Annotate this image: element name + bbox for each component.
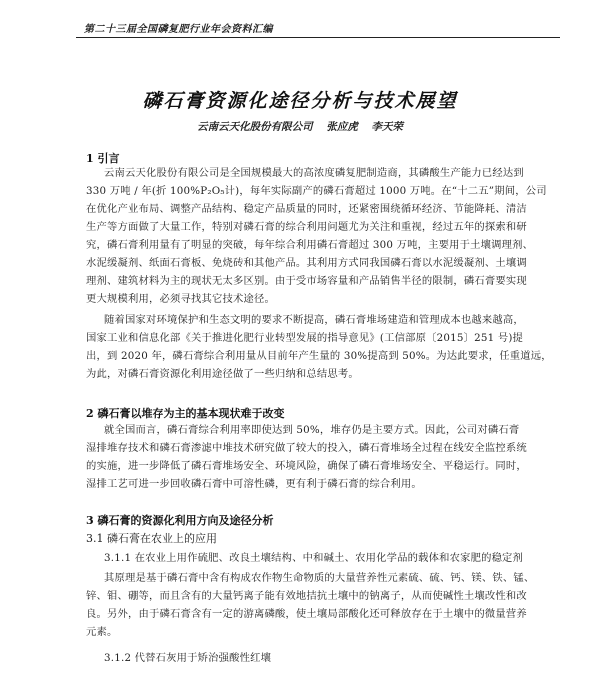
body-line: 良。另外，由于磷石膏含有一定的游离磷酸，使土壤局部酸化还可释放存在于土壤中的微量营养 <box>86 608 527 620</box>
body-line: 湿排工艺可进一步回收磷石膏中可溶性磷，更有利于磷石膏的综合利用。 <box>86 478 422 490</box>
subsection-heading-3-1: 3.1 磷石膏在农业上的应用 <box>86 532 217 545</box>
body-line: 为此，对磷石膏资源化利用途径做了一些归纳和总结思考。 <box>86 368 359 380</box>
body-line: 国家工业和信息化部《关于推进化肥行业转型发展的指导意见》(工信部原〔2015〕251 号)提 <box>86 332 524 344</box>
section-heading-2: 2 磷石膏以堆存为主的基本现状难于改变 <box>86 407 285 420</box>
body-line: 出，到 2020 年，磷石膏综合利用量从目前年产生量的 30%提高到 50%。为达此要求，任重道远， <box>86 350 552 362</box>
body-line: 元素。 <box>86 626 118 638</box>
body-line: 330 万吨 / 年(折 100%P₂O₅计)，每年实际副产的磷石膏超过 1000 万吨。在“十二五”期间，公司 <box>86 185 547 197</box>
subsubsection-heading-3-1-2: 3.1.2 代替石灰用于矫治强酸性红壤 <box>104 652 272 664</box>
body-line: 的实施，进一步降低了磷石膏堆场安全、环境风险，确保了磷石膏堆场安全、平稳运行。同时， <box>86 460 527 472</box>
body-line: 锌、钼、硼等，而且含有的大量钙离子能有效地拮抗土壤中的钠离子，从而使碱性土壤改性和改 <box>86 590 527 602</box>
body-line: 其原理是基于磷石膏中含有构成农作物生命物质的大量营养性元素硫、硫、钙、镁、铁、锰、 <box>104 572 535 584</box>
body-line: 理剂、建筑材料为主的现状无太多区别。由于受市场容量和产品销售半径的限制，磷石膏要实现 <box>86 275 527 287</box>
body-line: 水泥缓凝剂、纸面石膏板、免烧砖和其他产品。其利用方式同我国磷石膏以水泥缓凝剂、土壤调 <box>86 257 527 269</box>
running-header: 第二十三届全国磷复肥行业年会资料汇编 <box>84 24 273 35</box>
body-line: 更大规模利用，必须寻找其它技术途径。 <box>86 293 275 305</box>
subsubsection-heading-3-1-1: 3.1.1 在农业上用作硫肥、改良土壤结构、中和碱土、农用化学品的载体和农家肥的稳定剂 <box>104 552 524 564</box>
body-line: 就全国而言，磷石膏综合利用率即使达到 50%，堆存仍是主要方式。因此，公司对磷石膏 <box>104 424 520 436</box>
body-line: 随着国家对环境保护和生态文明的要求不断提高，磷石膏堆场建造和管理成本也越来越高， <box>104 314 524 326</box>
body-line: 湿排堆存技术和磷石膏渗滤中堆技术研究做了较大的投入，磷石膏堆场全过程在线安全监控系统 <box>86 442 527 454</box>
body-line: 云南云天化股份有限公司是全国规模最大的高浓度磷复肥制造商，其磷酸生产能力已经达到 <box>104 167 524 179</box>
body-line: 究，磷石膏利用量有了明显的突破，每年综合利用磷石膏超过 300 万吨，主要用于土壤调理剂、 <box>86 239 534 251</box>
section-heading-3: 3 磷石膏的资源化利用方向及途径分析 <box>86 514 274 527</box>
body-line: 生产等方面做了大量工作，特别对磷石膏的综合利用问题尤为关注和重视，经过五年的探索和研 <box>86 221 527 233</box>
header-rule <box>76 37 560 38</box>
body-line: 在优化产业布局、调整产品结构、稳定产品质量的同时，还紧密围绕循环经济、节能降耗、清洁 <box>86 203 527 215</box>
section-heading-1: 1 引言 <box>86 152 120 165</box>
byline: 云南云天化股份有限公司 张应虎 李天荣 <box>197 121 403 133</box>
paper-title: 磷石膏资源化途径分析与技术展望 <box>142 90 458 112</box>
